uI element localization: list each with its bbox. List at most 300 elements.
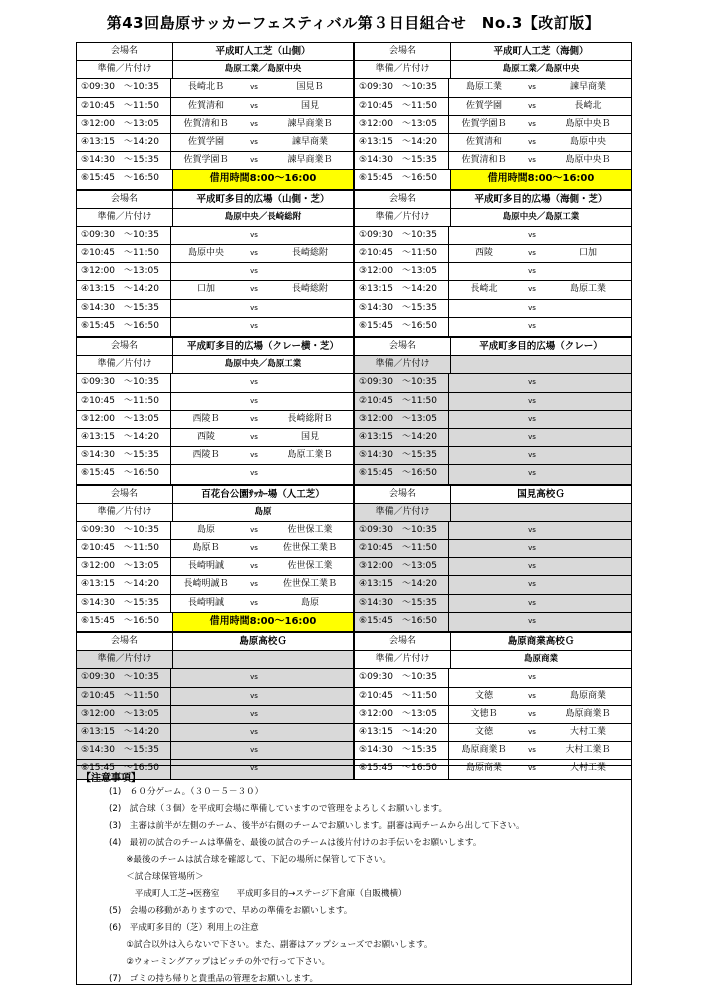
match-teams [171, 465, 353, 483]
rental-time-note: 借用時間8:00～16:00 [173, 613, 353, 631]
venue-label: 会場名 [77, 191, 173, 208]
match-teams [449, 318, 631, 336]
venue-label: 会場名 [355, 43, 451, 60]
vs-label: vs [528, 764, 536, 773]
match-row [77, 447, 353, 465]
match-teams [449, 98, 631, 115]
match-row [355, 98, 631, 116]
rental-time-note: 借用時間8:00～16:00 [173, 170, 353, 188]
match-time: ②10:45 ～11:50 [355, 245, 449, 262]
note-item: ※最後のチームは試合球を確認して、下記の場所に保管して下さい。 [109, 855, 392, 865]
team-left [449, 393, 519, 410]
match-row [355, 706, 631, 724]
match-time: ②10:45 ～11:50 [77, 540, 171, 557]
match-teams [449, 134, 631, 151]
match-time: ③12:00 ～13:05 [355, 706, 449, 723]
vs-label: vs [250, 691, 258, 700]
match-teams [449, 227, 631, 244]
team-left [449, 227, 519, 244]
match-teams [171, 281, 353, 298]
team-right [545, 669, 631, 686]
team-left [449, 300, 519, 317]
match-teams [449, 393, 631, 410]
match-teams [449, 374, 631, 391]
match-time: ①09:30 ～10:35 [355, 522, 449, 539]
match-teams [171, 227, 353, 244]
vs-label: vs [250, 285, 258, 294]
team-right [545, 595, 631, 612]
prep-label: 準備／片付け [77, 209, 173, 226]
match-teams [171, 98, 353, 115]
team-right: 国見 [300, 100, 319, 111]
match-row [77, 576, 353, 594]
team-left [171, 706, 241, 723]
venue-label: 会場名 [355, 338, 451, 355]
team-right: 大村工業Ｂ [565, 745, 611, 756]
match-time: ③12:00 ～13:05 [355, 263, 449, 280]
match-row [77, 522, 353, 540]
vs-label: vs [528, 378, 536, 387]
match-row [355, 465, 631, 483]
venue-name: 島原商業高校Ｇ [507, 636, 575, 647]
match-teams [449, 742, 631, 759]
host-teams [451, 356, 631, 373]
vs-label: vs [250, 451, 258, 460]
venue-label: 会場名 [355, 191, 451, 208]
team-left: 長崎明誠 [187, 597, 224, 608]
prep-row [355, 209, 631, 227]
team-right: 島原 [300, 597, 319, 608]
vs-label: vs [528, 451, 536, 460]
match-time: ⑤14:30 ～15:35 [355, 300, 449, 317]
match-teams [171, 595, 353, 612]
team-right [545, 447, 631, 464]
team-right [267, 393, 353, 410]
match-teams [171, 429, 353, 446]
match-row [77, 429, 353, 447]
team-left: 文徳 [474, 726, 493, 737]
match-teams [449, 281, 631, 298]
team-right [545, 558, 631, 575]
team-right: 島原商業Ｂ [565, 708, 611, 719]
match-row [355, 79, 631, 97]
prep-row [77, 209, 353, 227]
match-time: ③12:00 ～13:05 [77, 558, 171, 575]
vs-label: vs [528, 746, 536, 755]
notes-box [76, 765, 632, 985]
match-teams [449, 688, 631, 705]
match-time: ⑤14:30 ～15:35 [77, 152, 171, 169]
team-left [449, 374, 519, 391]
vs-label: vs [250, 267, 258, 276]
vs-label: vs [528, 321, 536, 330]
team-left: 長崎明誠Ｂ [183, 579, 229, 590]
match-time: ⑥15:45 ～16:50 [355, 170, 451, 188]
schedule-grid [76, 42, 632, 780]
team-right [545, 429, 631, 446]
venue-label: 会場名 [77, 338, 173, 355]
vs-label: vs [528, 691, 536, 700]
note-item: (2) 試合球（３個）を平成町会場に準備していますので管理をよろしくお願いします。 [109, 804, 448, 814]
match-row [355, 170, 631, 188]
match-teams [171, 393, 353, 410]
match-time: ⑤14:30 ～15:35 [355, 152, 449, 169]
vs-label: vs [250, 544, 258, 553]
match-teams [171, 558, 353, 575]
team-right: 国見 [300, 431, 319, 442]
match-row [77, 116, 353, 134]
match-teams [449, 79, 631, 96]
prep-label: 準備／片付け [355, 504, 451, 521]
team-left: 佐賀清和Ｂ [461, 155, 507, 166]
match-teams [171, 152, 353, 169]
venue-name: 平成町多目的広場（クレー） [479, 341, 603, 352]
team-right: 大村工業 [569, 763, 606, 774]
vs-label: vs [528, 616, 536, 625]
team-right [267, 669, 353, 686]
match-row [77, 152, 353, 170]
vs-label: vs [528, 432, 536, 441]
vs-label: vs [528, 285, 536, 294]
match-teams [449, 724, 631, 741]
vs-label: vs [528, 101, 536, 110]
vs-label: vs [250, 709, 258, 718]
team-left [171, 742, 241, 759]
match-row [355, 393, 631, 411]
team-right: 長崎総附 [291, 248, 328, 259]
vs-label: vs [528, 230, 536, 239]
match-time: ④13:15 ～14:20 [355, 576, 449, 593]
vs-label: vs [250, 673, 258, 682]
team-left [449, 411, 519, 428]
match-teams [449, 152, 631, 169]
team-left: 島原商業 [465, 763, 502, 774]
vs-label: vs [250, 598, 258, 607]
note-item: (4) 最初の試合のチームは準備を、最後の試合のチームは後片付けのお手伝いをお願いします。 [109, 838, 482, 848]
team-right [267, 465, 353, 483]
vs-label: vs [528, 414, 536, 423]
match-teams [171, 116, 353, 133]
team-left: 西陵Ｂ [192, 413, 220, 424]
host-teams: 島原中央／島原工業 [224, 359, 302, 370]
team-left: 口加 [196, 284, 215, 295]
team-left [171, 227, 241, 244]
vs-label: vs [528, 469, 536, 478]
match-row [355, 411, 631, 429]
match-row [77, 374, 353, 392]
match-time: ⑤14:30 ～15:35 [77, 742, 171, 759]
match-teams [171, 576, 353, 593]
vs-label: vs [250, 156, 258, 165]
note-item: 平成町人工芝→医務室 平成町多目的→ステージ下倉庫（自販機横） [109, 889, 407, 899]
vs-label: vs [528, 562, 536, 571]
match-teams [171, 300, 353, 317]
match-time: ①09:30 ～10:35 [77, 669, 171, 686]
match-time: ④13:15 ～14:20 [355, 724, 449, 741]
match-row [355, 595, 631, 613]
vs-label: vs [528, 396, 536, 405]
venue-name: 百花台公園ｻｯｶｰ場（人工芝） [201, 488, 325, 500]
prep-label: 準備／片付け [77, 651, 173, 668]
vs-label: vs [528, 267, 536, 276]
match-row [77, 245, 353, 263]
match-time: ④13:15 ～14:20 [77, 134, 171, 151]
venue-name: 平成町多目的広場（海側・芝） [474, 193, 608, 205]
match-time: ①09:30 ～10:35 [77, 79, 171, 96]
match-time: ①09:30 ～10:35 [77, 522, 171, 539]
notes-list [109, 784, 525, 988]
match-teams [171, 447, 353, 464]
match-time: ②10:45 ～11:50 [77, 393, 171, 410]
team-right [545, 522, 631, 539]
match-row [355, 669, 631, 687]
team-left: 西陵Ｂ [192, 450, 220, 461]
team-left: 西陵 [474, 248, 493, 259]
host-teams: 島原中央／島原工業 [502, 211, 580, 222]
match-time: ⑥15:45 ～16:50 [355, 613, 449, 631]
team-right: 佐世保工業 [287, 524, 333, 535]
prep-row [77, 61, 353, 79]
vs-label: vs [250, 249, 258, 258]
team-right [545, 318, 631, 336]
match-time: ⑥15:45 ～16:50 [77, 170, 173, 188]
team-right [545, 393, 631, 410]
vs-label: vs [250, 414, 258, 423]
match-row [355, 688, 631, 706]
team-left: 西陵 [196, 431, 215, 442]
match-row [355, 281, 631, 299]
match-teams [449, 540, 631, 557]
match-row [355, 613, 631, 631]
match-teams [171, 245, 353, 262]
venue-header-row [77, 633, 353, 651]
venue-block [354, 337, 632, 485]
match-row [355, 300, 631, 318]
venue-block [76, 632, 354, 780]
team-right: 島原中央Ｂ [565, 155, 611, 166]
match-time: ⑥15:45 ～16:50 [355, 760, 449, 778]
prep-label: 準備／片付け [355, 61, 451, 78]
vs-label: vs [528, 709, 536, 718]
venue-block [354, 190, 632, 338]
team-right: 諫早商業 [569, 82, 606, 93]
vs-label: vs [528, 119, 536, 128]
match-teams [449, 522, 631, 539]
venue-header-row [355, 633, 631, 651]
team-left: 島原中央 [187, 248, 224, 259]
venue-label: 会場名 [77, 43, 173, 60]
prep-row [77, 356, 353, 374]
match-time: ④13:15 ～14:20 [355, 281, 449, 298]
prep-label: 準備／片付け [355, 209, 451, 226]
match-time: ⑤14:30 ～15:35 [355, 595, 449, 612]
team-left: 島原Ｂ [192, 543, 220, 554]
prep-label: 準備／片付け [355, 356, 451, 373]
match-teams [171, 411, 353, 428]
match-row [77, 595, 353, 613]
team-right [545, 300, 631, 317]
match-time: ⑤14:30 ～15:35 [355, 742, 449, 759]
prep-row [355, 651, 631, 669]
venue-label: 会場名 [77, 633, 173, 650]
match-row [77, 79, 353, 97]
match-time: ⑤14:30 ～15:35 [77, 300, 171, 317]
match-row [77, 411, 353, 429]
team-left [449, 540, 519, 557]
vs-label: vs [528, 303, 536, 312]
match-row [355, 724, 631, 742]
venue-name: 平成町人工芝（海側） [493, 46, 589, 57]
match-time: ④13:15 ～14:20 [77, 724, 171, 741]
prep-row [355, 504, 631, 522]
vs-label: vs [250, 396, 258, 405]
team-left: 佐賀学園 [465, 100, 502, 111]
team-left [171, 688, 241, 705]
team-right [267, 318, 353, 336]
note-item: (1) ６０分ゲーム。（３０－５－３０） [109, 787, 264, 797]
team-right [267, 724, 353, 741]
match-time: ⑥15:45 ～16:50 [77, 318, 171, 336]
team-left [171, 393, 241, 410]
host-teams: 島原 [254, 506, 272, 517]
match-row [77, 688, 353, 706]
team-right [267, 742, 353, 759]
team-right: 佐世保工業Ｂ [282, 543, 337, 554]
match-time: ②10:45 ～11:50 [355, 688, 449, 705]
match-row [77, 669, 353, 687]
match-row [77, 98, 353, 116]
notes-title: 【注意事項】 [81, 773, 141, 784]
match-time: ⑥15:45 ～16:50 [77, 465, 171, 483]
vs-label: vs [250, 562, 258, 571]
team-right: 長崎総附 [291, 284, 328, 295]
team-left [171, 300, 241, 317]
note-item: ②ウォーミングアップはピッチの外で行って下さい。 [109, 957, 331, 967]
prep-row [77, 504, 353, 522]
team-right: 大村工業 [569, 726, 606, 737]
match-time: ③12:00 ～13:05 [77, 411, 171, 428]
match-time: ⑤14:30 ～15:35 [77, 595, 171, 612]
note-item: (5) 会場の移動がありますので、早めの準備をお願いします。 [109, 906, 353, 916]
venue-block [354, 632, 632, 780]
vs-label: vs [250, 525, 258, 534]
team-left: 佐賀清和Ｂ [183, 118, 229, 129]
vs-label: vs [250, 432, 258, 441]
team-left: 佐賀学園Ｂ [183, 155, 229, 166]
match-row [77, 724, 353, 742]
match-row [77, 540, 353, 558]
team-right [267, 300, 353, 317]
venue-block [354, 42, 632, 190]
match-time: ⑥15:45 ～16:50 [355, 318, 449, 336]
match-time: ②10:45 ～11:50 [355, 98, 449, 115]
match-teams [171, 724, 353, 741]
match-teams [171, 522, 353, 539]
team-right [545, 613, 631, 631]
match-time: ⑤14:30 ～15:35 [77, 447, 171, 464]
team-left [171, 318, 241, 336]
vs-label: vs [528, 598, 536, 607]
team-right: 佐世保工業 [287, 561, 333, 572]
match-teams [449, 706, 631, 723]
match-time: ⑥15:45 ～16:50 [355, 465, 449, 483]
prep-label: 準備／片付け [355, 651, 451, 668]
team-left [449, 522, 519, 539]
team-left: 文徳 [474, 690, 493, 701]
venue-header-row [77, 43, 353, 61]
team-left [449, 576, 519, 593]
team-right [545, 411, 631, 428]
host-teams: 島原商業 [523, 654, 558, 665]
team-left: 長崎北 [470, 284, 498, 295]
team-left: 島原 [196, 524, 215, 535]
match-row [355, 522, 631, 540]
venue-block [76, 337, 354, 485]
match-time: ④13:15 ～14:20 [77, 281, 171, 298]
match-time: ⑤14:30 ～15:35 [355, 447, 449, 464]
match-row [77, 300, 353, 318]
match-teams [449, 669, 631, 686]
match-row [355, 116, 631, 134]
match-row [355, 447, 631, 465]
vs-label: vs [528, 83, 536, 92]
vs-label: vs [528, 673, 536, 682]
match-row [77, 281, 353, 299]
match-row [355, 227, 631, 245]
vs-label: vs [528, 580, 536, 589]
team-right [267, 227, 353, 244]
host-teams [173, 651, 353, 668]
match-teams [171, 742, 353, 759]
team-right: 国見Ｂ [296, 82, 324, 93]
venue-name: 平成町多目的広場（クレー横・芝） [186, 341, 339, 352]
page-title: 第43回島原サッカーフェスティバル第３日目組合せ No.3【改訂版】 [106, 14, 601, 32]
match-teams [171, 374, 353, 391]
match-time: ⑥15:45 ～16:50 [77, 760, 171, 778]
match-teams [449, 429, 631, 446]
team-right [267, 706, 353, 723]
venue-header-row [355, 191, 631, 209]
team-left [171, 374, 241, 391]
vs-label: vs [250, 746, 258, 755]
venue-header-row [355, 486, 631, 504]
team-right: 佐世保工業Ｂ [282, 579, 337, 590]
venue-block [76, 190, 354, 338]
match-time: ②10:45 ～11:50 [77, 98, 171, 115]
match-row [355, 134, 631, 152]
team-right: 島原中央Ｂ [565, 118, 611, 129]
team-left [171, 724, 241, 741]
team-right [267, 374, 353, 391]
match-time: ④13:15 ～14:20 [77, 576, 171, 593]
vs-label: vs [250, 101, 258, 110]
match-time: ①09:30 ～10:35 [77, 374, 171, 391]
note-item: ①試合以外は入らないで下さい。また、副審はアップシューズでお願いします。 [109, 940, 433, 950]
team-right [545, 263, 631, 280]
venue-header-row [355, 338, 631, 356]
match-row [77, 227, 353, 245]
team-left: 長崎北Ｂ [187, 82, 224, 93]
match-teams [449, 465, 631, 483]
match-teams [171, 263, 353, 280]
venue-header-row [77, 191, 353, 209]
team-left [449, 263, 519, 280]
prep-label: 準備／片付け [77, 61, 173, 78]
match-row [77, 263, 353, 281]
match-row [355, 263, 631, 281]
match-teams [171, 688, 353, 705]
host-teams [451, 504, 631, 521]
